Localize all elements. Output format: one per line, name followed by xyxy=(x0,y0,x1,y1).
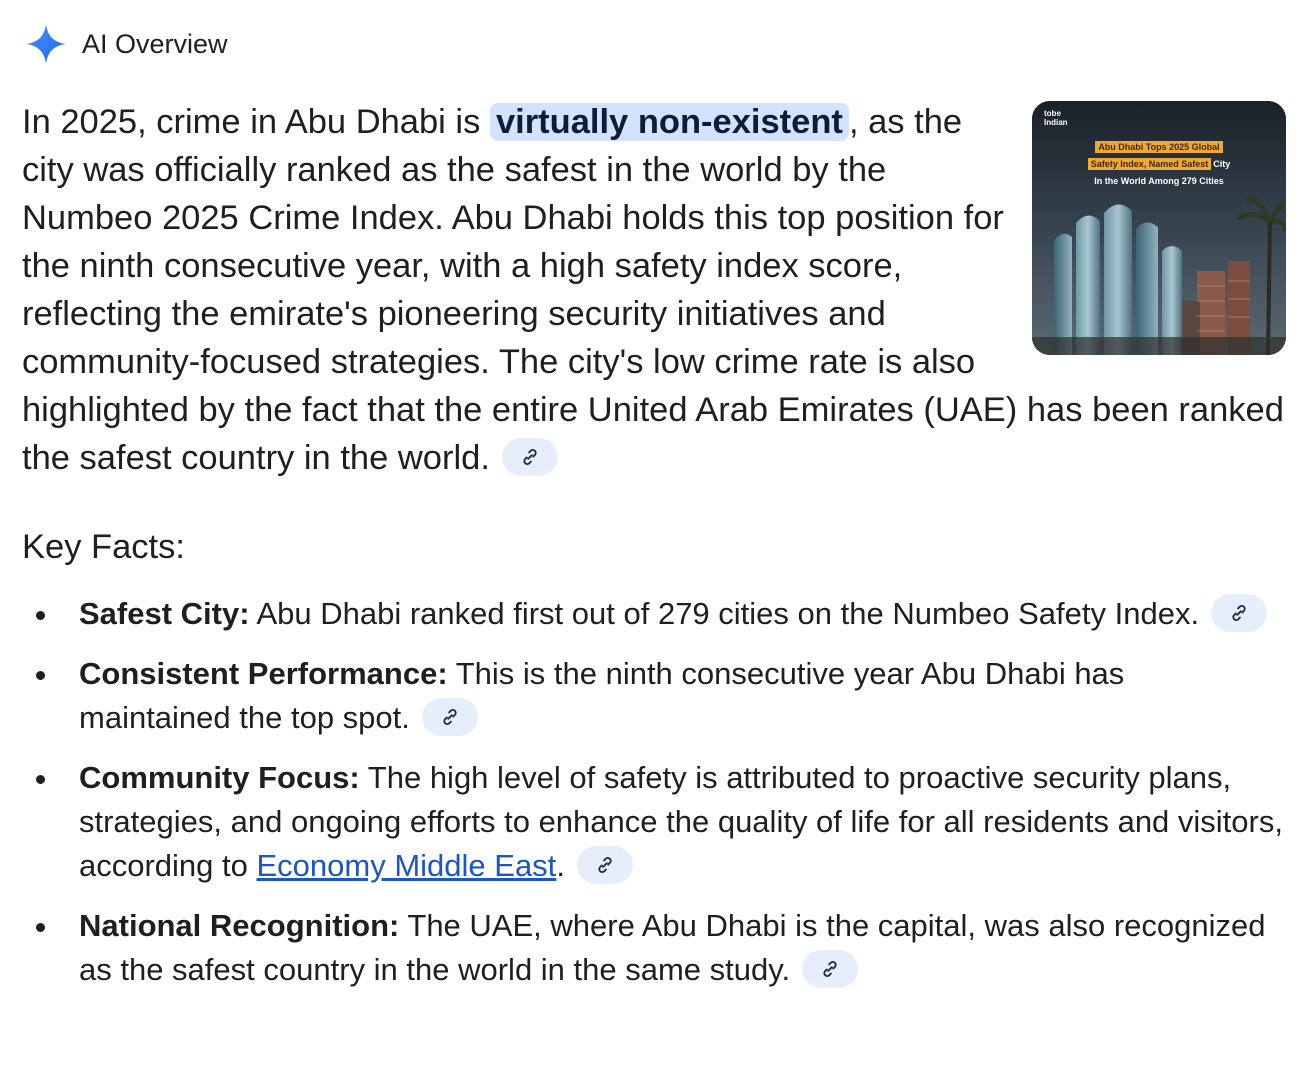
bullet-dot xyxy=(36,775,45,784)
link-icon xyxy=(819,958,841,980)
ai-overview-header xyxy=(24,22,228,66)
fact-text: Abu Dhabi ranked first out of 279 cities on the Numbeo Safety Index. xyxy=(249,596,1200,631)
source-link-chip[interactable] xyxy=(502,438,558,476)
source-link-chip[interactable] xyxy=(422,698,478,736)
link-icon xyxy=(1228,602,1250,624)
list-item xyxy=(22,652,1284,740)
fact-label: National Recognition: xyxy=(79,908,400,943)
source-link-chip[interactable] xyxy=(577,846,633,884)
fact-text-end: . xyxy=(556,848,565,883)
key-facts-heading: Key Facts: xyxy=(22,528,185,566)
bullet-dot xyxy=(36,671,45,680)
thumbnail-headline-city: City xyxy=(1213,159,1231,169)
intro-text-before: In 2025, crime in Abu Dhabi is xyxy=(22,103,490,141)
fact-text: The high level of safety is attributed to proactive security plans, strategies, and ongoing efforts to enhance the quality of life for all residents and visitors, according to xyxy=(79,760,1283,883)
key-facts-list xyxy=(22,592,1284,1008)
fact-label: Community Focus: xyxy=(79,760,360,795)
thumbnail-headline-line1: Abu Dhabi Tops 2025 Global xyxy=(1095,141,1222,153)
source-link-chip[interactable] xyxy=(802,950,858,988)
thumbnail-brand: tobe Indian xyxy=(1044,109,1068,127)
source-link-economy-middle-east[interactable]: Economy Middle East xyxy=(256,848,557,883)
fact-label: Consistent Performance: xyxy=(79,656,448,691)
fact-text: This is the ninth consecutive year Abu Dhabi has maintained the top spot. xyxy=(79,656,1125,735)
link-icon xyxy=(594,854,616,876)
article-thumbnail[interactable] xyxy=(1032,101,1286,355)
fact-text: The UAE, where Abu Dhabi is the capital, was also recognized as the safest country in the world in the same study. xyxy=(79,908,1266,987)
bullet-dot xyxy=(36,611,45,620)
list-item xyxy=(22,904,1284,992)
overview-intro-section xyxy=(22,98,1292,482)
link-icon xyxy=(439,706,461,728)
list-item xyxy=(22,592,1284,636)
fact-label: Safest City: xyxy=(79,596,250,631)
list-item xyxy=(22,756,1284,888)
link-icon xyxy=(519,446,541,468)
sparkle-icon xyxy=(24,22,68,66)
intro-text-after: , as the city was officially ranked as the safest in the world by the Numbeo 2025 Crime Index. Abu Dhabi holds this top position for the ninth consecutive year, with a high safety index score, reflecting the emirate's pioneering security initiatives and community-focused strategies. The city's low crime rate is also highlighted by the fact that the entire United Arab Emirates (UAE) has been ranked the safest country in the world. xyxy=(22,103,1284,477)
highlighted-phrase: virtually non-existent xyxy=(490,103,849,141)
thumbnail-headline xyxy=(1032,139,1286,190)
ai-overview-title: AI Overview xyxy=(82,28,228,59)
bullet-dot xyxy=(36,923,45,932)
thumbnail-headline-line3: In the World Among 279 Cities xyxy=(1094,176,1224,186)
source-link-chip[interactable] xyxy=(1211,594,1267,632)
thumbnail-headline-line2: Safety Index, Named Safest xyxy=(1088,158,1212,170)
